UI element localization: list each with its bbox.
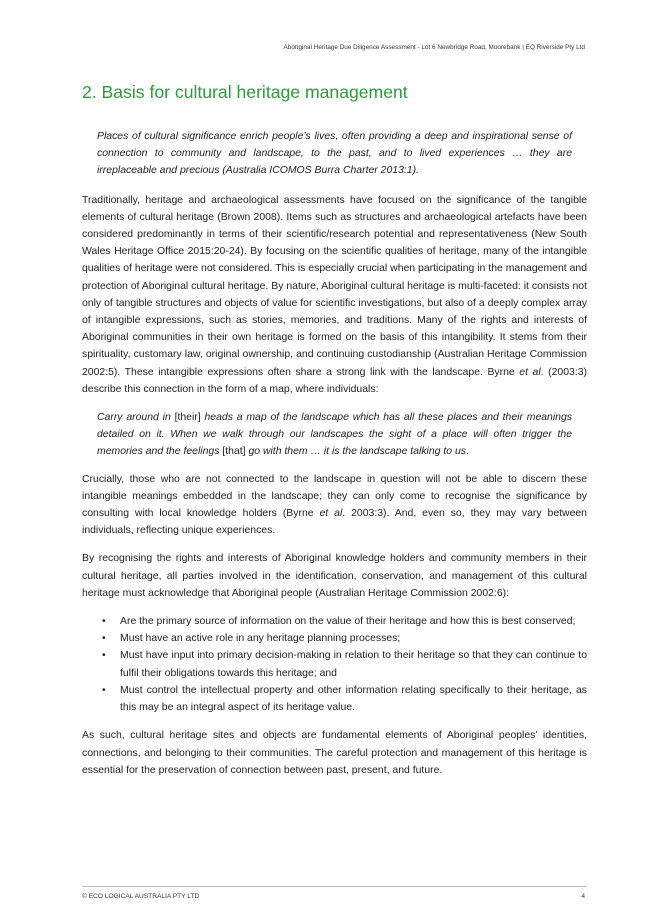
section-title: 2. Basis for cultural heritage management bbox=[82, 82, 408, 102]
quote-end: . bbox=[466, 446, 469, 458]
list-item-text: Must control the intellectual property and other information relating specifically to their heritage, as this may be an integral aspect of its heritage value. bbox=[120, 684, 587, 714]
list-item-text: Are the primary source of information on the value of their heritage and how this is best conserved; bbox=[120, 616, 576, 628]
quote-text: go with them … it is the landscape talking to us bbox=[248, 446, 466, 458]
bullet-marker: • bbox=[102, 650, 106, 662]
list-item-text: Must have input into primary decision-making in relation to their heritage so that they can continue to fulfil their obligations towards this heritage; and bbox=[120, 650, 587, 679]
quote-insert: [their] bbox=[170, 412, 205, 424]
paragraph-text: Crucially, those who are not connected to the landscape in question will not be able to discern these intangible meanings embedded in the landscape; they can only come to recognise the significance by consulting with local knowledge holders (Byrne bbox=[82, 473, 587, 520]
epigraph-quote: Places of cultural significance enrich people’s lives, often providing a deep and inspirational sense of connection to community and landscape, to the past, and to lived experiences … they are irreplaceable and precious (Australia ICOMOS Burra Charter 2013:1). bbox=[97, 131, 572, 177]
block-quote-landscape bbox=[97, 409, 572, 461]
paragraph-text: Traditionally, heritage and archaeological assessments have focused on the significance of the tangible elements of cultural heritage (Brown 2008). Items such as structures and archaeological artefacts have been considered predominantly in terms of their scientific/research potential and representativeness (New South Wales Heritage Office 2015:20-24). By focusing on the scientific qualities of heritage, many of the intangible qualities of heritage were not considered. This is especially crucial when participating in the management and protection of Aboriginal cultural heritage. By nature, Aboriginal cultural heritage is multi-faceted: it consists not only of tangible structures and objects of value for scientific investigations, but also of a deeply complex array of intangible expressions, such as stories, memories, and traditions. Many of the rights and interests of Aboriginal communities in their own heritage is formed on the basis of this intangibility. It stems from their spirituality, customary law, original ownership, and continuing custodianship (Australian Heritage Commission 2002:5). These intangible expressions often share a strong link with the landscape. Byrne bbox=[82, 194, 587, 378]
paragraph-text: . 2003:3). And, even so, they may vary between individuals, reflecting unique experiences. bbox=[82, 508, 587, 537]
quote-text: Carry around in bbox=[97, 412, 171, 424]
paragraph-conclusion: As such, cultural heritage sites and objects are fundamental elements of Aboriginal peoples’ identities, connections, and belonging to their communities. The careful protection and management of this heritage is essential for the preservation of connection between past, present, and future. bbox=[82, 730, 587, 776]
footer-copyright: © ECO LOGICAL AUSTRALIA PTY LTD bbox=[82, 893, 200, 900]
citation-etal: et al bbox=[319, 508, 343, 520]
paragraph-text: . (2003:3) describe this connection in the form of a map, where individuals: bbox=[82, 366, 587, 395]
paragraph-rights: By recognising the rights and interests of Aboriginal knowledge holders and community members in their cultural heritage, all parties involved in the identification, conservation, and management of this cultural heritage must acknowledge that Aboriginal people (Australian Heritage Commission 2002:6): bbox=[82, 553, 587, 599]
bullet-marker: • bbox=[102, 633, 106, 645]
paragraph-intangible-heritage bbox=[82, 192, 587, 398]
list-item bbox=[82, 647, 587, 681]
bullet-marker: • bbox=[102, 684, 106, 696]
list-item bbox=[82, 630, 587, 647]
list-item bbox=[82, 613, 587, 630]
page-number: 4 bbox=[581, 893, 585, 900]
paragraph-local-knowledge bbox=[82, 471, 587, 540]
running-header: Aboriginal Heritage Due Diligence Assessment - Lot 6 Newbridge Road, Moorebank | EQ Riverside Pty Ltd bbox=[283, 44, 585, 51]
footer-divider bbox=[82, 886, 587, 887]
quote-text: heads a map of the landscape which has all these places and their meanings detailed on it. When we walk through our landscapes the sight of a place will often trigger the memories and the feelings bbox=[97, 412, 573, 458]
bullet-marker: • bbox=[102, 616, 106, 628]
bullet-list bbox=[82, 613, 587, 716]
document-body bbox=[82, 128, 587, 790]
quote-insert: [that] bbox=[219, 446, 249, 458]
list-item bbox=[82, 682, 587, 716]
citation-etal: et al bbox=[519, 366, 541, 378]
list-item-text: Must have an active role in any heritage planning processes; bbox=[120, 633, 401, 645]
